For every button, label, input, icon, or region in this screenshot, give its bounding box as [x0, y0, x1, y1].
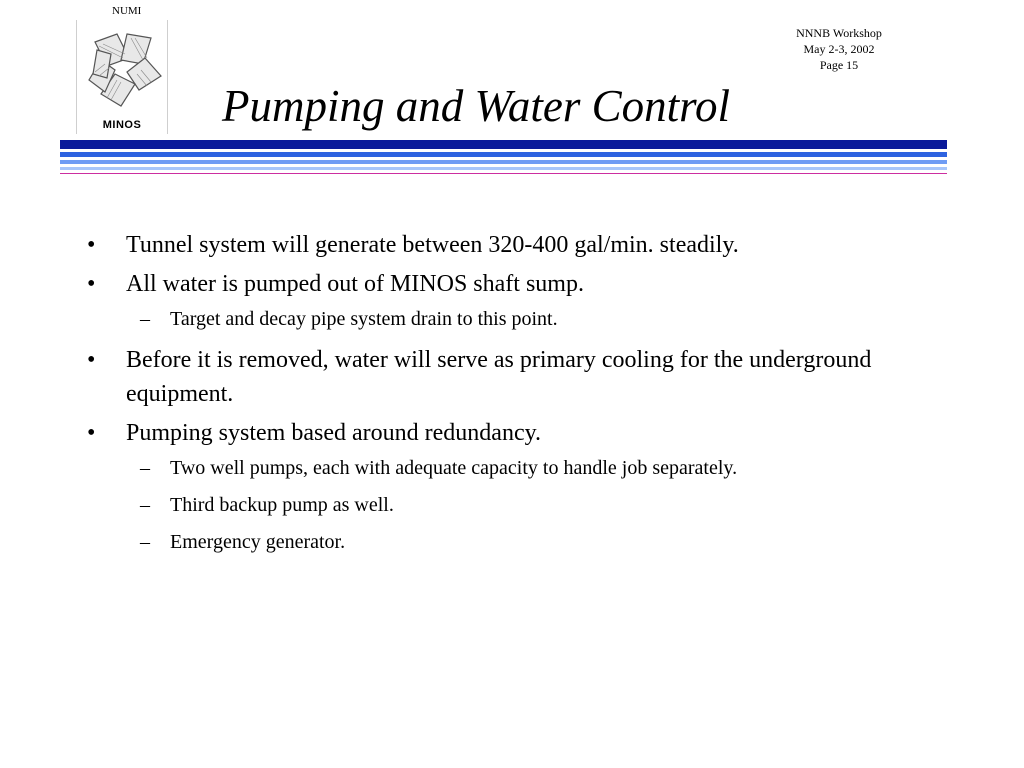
minos-logo — [76, 20, 168, 134]
bullet-text: Before it is removed, water will serve as primary cooling for the underground equipment. — [126, 347, 872, 407]
sub-bullet-marker: – — [140, 457, 150, 479]
minos-logo-icon — [77, 20, 167, 120]
sub-bullet-item — [84, 529, 924, 555]
meta-page: Page 15 — [819, 58, 859, 72]
bullet-item — [84, 416, 924, 450]
sub-bullet-item — [84, 306, 924, 332]
slide-body — [84, 228, 924, 566]
bullet-text: Tunnel system will generate between 320-400 gal/min. steadily. — [126, 232, 739, 258]
meta-workshop: NNNB Workshop — [796, 26, 882, 40]
sub-bullet-text: Target and decay pipe system drain to this point. — [170, 308, 558, 330]
sub-bullet-marker: – — [140, 308, 150, 330]
bullet-text: Pumping system based around redundancy. — [126, 420, 542, 446]
logo-text: MINOS — [102, 119, 142, 131]
sub-bullet-text: Emergency generator. — [170, 531, 346, 553]
header-rule — [60, 140, 947, 174]
bullet-marker: • — [87, 347, 96, 373]
sub-bullet-marker: – — [140, 531, 150, 553]
slide-meta — [769, 25, 909, 73]
bullet-text: All water is pumped out of MINOS shaft sump. — [126, 271, 584, 297]
rule-band-accent — [60, 173, 947, 174]
bullet-item — [84, 228, 924, 262]
bullet-item — [84, 343, 924, 411]
bullet-marker: • — [87, 271, 96, 297]
bullet-marker: • — [87, 232, 96, 258]
sub-bullet-item — [84, 455, 924, 481]
org-label: NUMI — [112, 5, 142, 17]
sub-bullet-text: Third backup pump as well. — [170, 494, 394, 516]
sub-bullet-item — [84, 492, 924, 518]
meta-date: May 2-3, 2002 — [803, 42, 875, 56]
sub-bullet-marker: – — [140, 494, 150, 516]
slide-title: Pumping and Water Control — [222, 81, 730, 131]
bullet-item — [84, 267, 924, 301]
bullet-marker: • — [87, 420, 96, 446]
sub-bullet-text: Two well pumps, each with adequate capacity to handle job separately. — [170, 457, 738, 479]
rule-band-dark — [60, 140, 947, 149]
